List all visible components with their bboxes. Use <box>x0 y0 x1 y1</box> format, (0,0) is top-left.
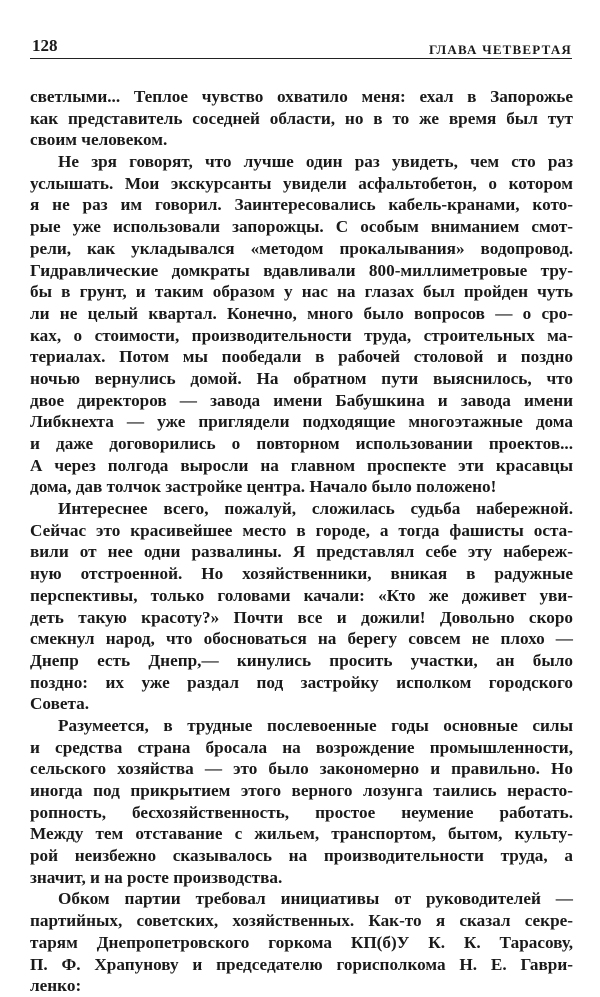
text-line: рели, как укладывался «методом прокалывания» водопровод. <box>30 238 573 258</box>
text-line: услышать. Мои экскурсанты увидели асфальтобетон, о котором <box>30 173 573 193</box>
paragraph <box>30 498 573 715</box>
text-line: териалах. Потом мы пообедали в рабочей столовой и поздно <box>30 347 573 367</box>
text-line: рые уже использовали запорожцы. С особым вниманием смот- <box>30 217 573 237</box>
text-line: своим человеком. <box>30 130 168 150</box>
text-line: Днепр есть Днепр,— кинулись просить участки, ан было <box>30 650 573 670</box>
text-line: ропность, бесхозяйственность, простое неумение работать. <box>30 802 573 822</box>
text-line: ках, о стоимости, производительности труда, строительных ма- <box>30 325 573 345</box>
text-line: значит, и на росте производства. <box>30 867 283 887</box>
text-line: партийных, советских, хозяйственных. Как-то я сказал секре- <box>30 911 573 931</box>
text-line: Интереснее всего, пожалуй, сложилась судьба набережной. <box>58 499 573 519</box>
text-line: как представитель соседней области, но в то же время был тут <box>30 108 573 128</box>
text-line: вили от нее одни развалины. Я представлял себе эту набереж- <box>30 542 573 562</box>
text-line: бы в грунт, и таким образом у нас на глазах был пройден чуть <box>30 282 573 302</box>
text-line: Либкнехта — уже приглядели подходящие многоэтажные дома <box>30 412 573 432</box>
text-line: Совета. <box>30 694 90 714</box>
paragraph <box>30 888 573 996</box>
chapter-title: ГЛАВА ЧЕТВЕРТАЯ <box>429 42 572 57</box>
text-line: Гидравлические домкраты вдавливали 800-миллиметровые тру- <box>30 260 573 280</box>
text-line: светлыми... Теплое чувство охватило меня: ехал в Запорожье <box>30 87 573 106</box>
text-line: ли не целый квартал. Конечно, много было вопросов — о сро- <box>30 303 573 323</box>
text-line: иногда под прикрытием этого верного лозунга таились нерасто- <box>30 781 573 800</box>
text-line: деть такую красоту?» Почти все и дожили! Довольно скоро <box>30 607 573 627</box>
text-line: двое директоров — завода имени Бабушкина и завода имени <box>30 390 573 410</box>
running-header <box>30 36 572 59</box>
text-line: дома, дав толчок застройке центра. Начало было положено! <box>30 477 497 497</box>
text-line: и средства страна бросала на возрождение промышленности, <box>30 737 573 757</box>
text-line: и даже договорились о повторном использовании проектов... <box>30 434 573 453</box>
text-line: рой неизбежно сказывалось на производительности труда, а <box>30 846 573 866</box>
text-line: Между тем отставание с жильем, транспортом, бытом, культу- <box>30 824 573 844</box>
page-number: 128 <box>32 36 58 55</box>
text-line: тарям Днепропетровского горкома КП(б)У К. К. Тарасову, <box>30 932 573 952</box>
paragraph <box>30 86 573 151</box>
text-line: ночью вернулись домой. На обратном пути выяснилось, что <box>30 368 573 388</box>
text-line: перспективы, только головами качали: «Кто же доживет уви- <box>30 585 573 605</box>
text-line: Не зря говорят, что лучше один раз увидеть, чем сто раз <box>58 152 573 172</box>
text-line: ную отстроенной. Но хозяйственники, вникая в радужные <box>30 564 573 584</box>
text-line: смекнул народ, что обосноваться на берегу совсем не плохо — <box>30 629 573 649</box>
text-line: А через полгода выросли на главном проспекте эти красавцы <box>30 455 573 475</box>
text-line: Сейчас это красивейшее место в городе, а тогда фашисты оста- <box>30 520 573 540</box>
text-line: поздно: их уже раздал под застройку исполком городского <box>30 672 573 692</box>
text-line: сельского хозяйства — это было закономерно и правильно. Но <box>30 759 573 779</box>
text-line: ленко: <box>30 976 82 996</box>
paragraph <box>30 151 573 498</box>
page-body-text <box>30 86 573 997</box>
text-line: я не раз им говорил. Заинтересовались кабель-кранами, кото- <box>30 195 573 215</box>
paragraph <box>30 715 573 889</box>
text-line: П. Ф. Храпунову и председателю горисполкома Н. Е. Гаври- <box>30 954 573 974</box>
text-line: Разумеется, в трудные послевоенные годы основные силы <box>58 715 573 735</box>
text-line: Обком партии требовал инициативы от руководителей — <box>58 889 573 909</box>
